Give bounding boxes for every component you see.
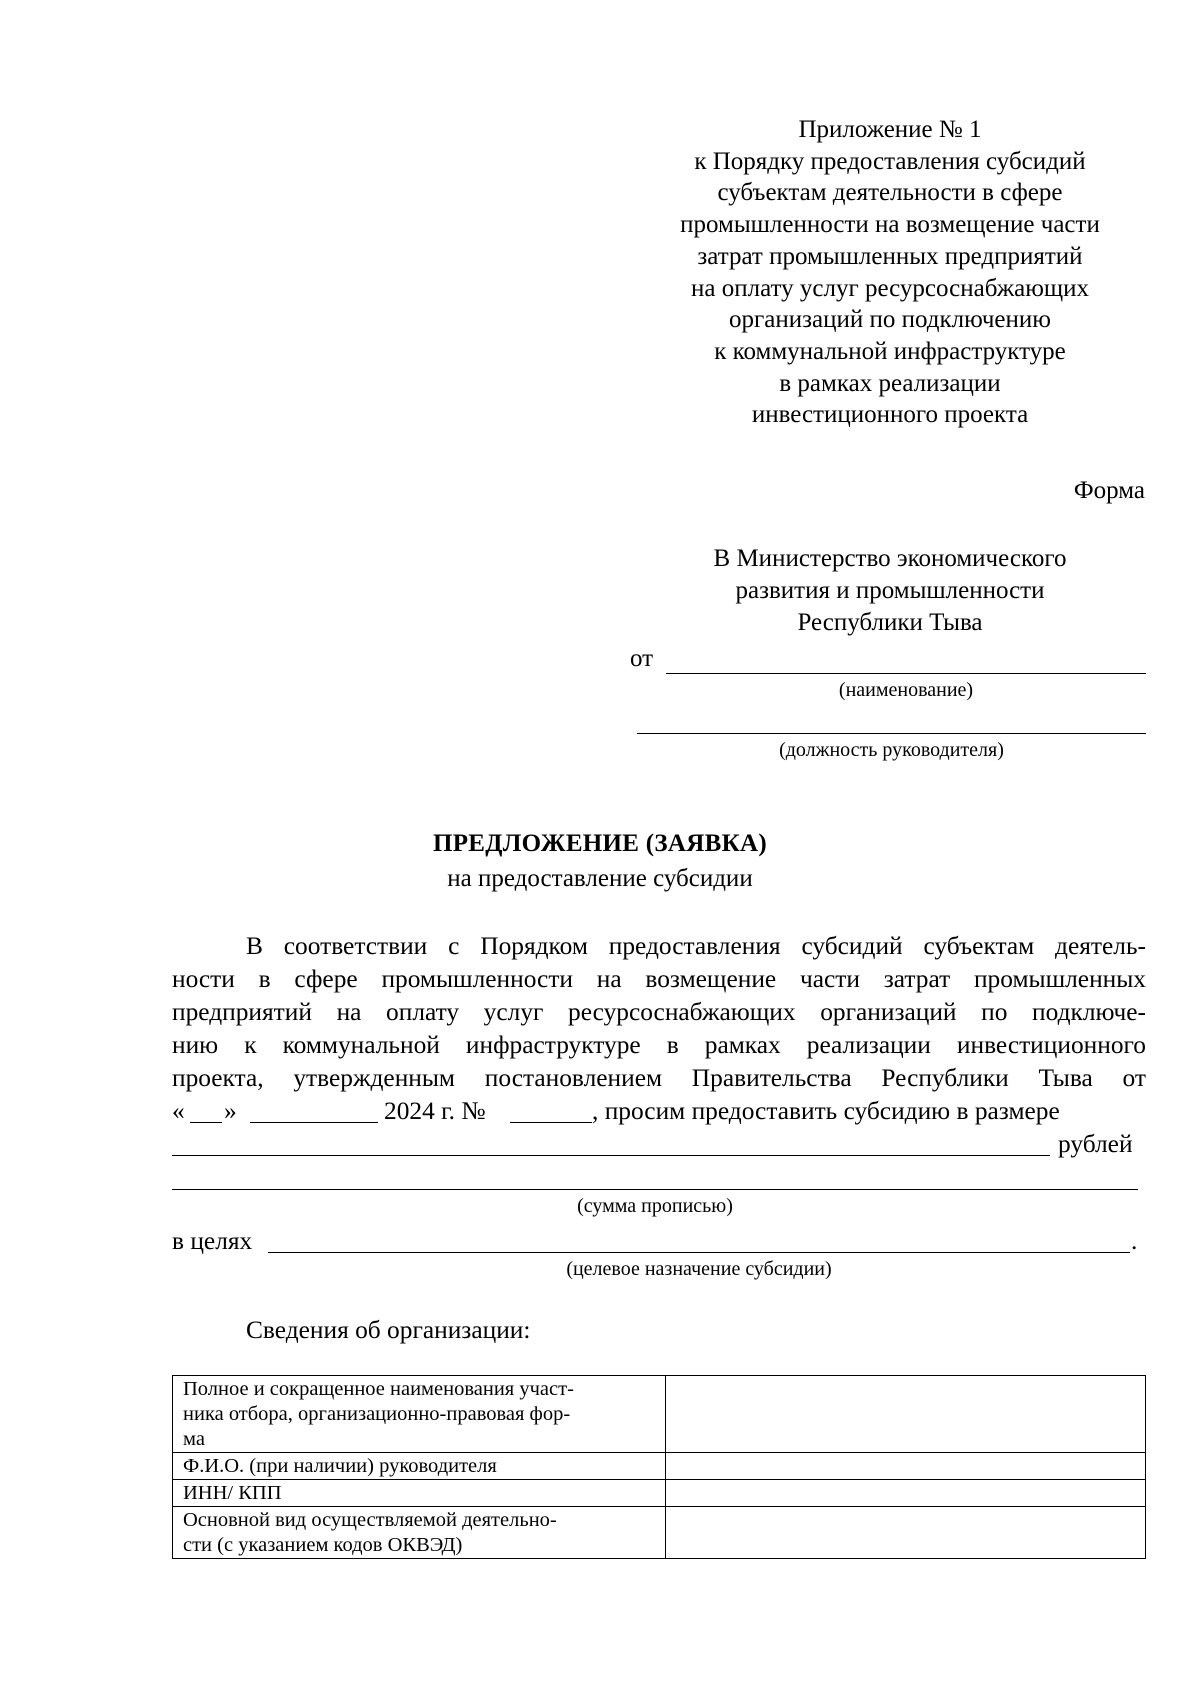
purpose-label: в целях — [172, 1227, 253, 1255]
date-open-quote: « — [172, 1097, 185, 1125]
table-cell-label — [173, 1376, 666, 1453]
document-title: ПРЕДЛОЖЕНИЕ (ЗАЯВКА) — [432, 830, 768, 857]
appendix-line: организаций по подключению — [729, 306, 1051, 334]
cell-text-line: ника отбора, организационно-правовая фор- — [183, 1403, 571, 1425]
applicant-name-caption: (наименование) — [838, 679, 974, 701]
body-text-line: В соответствии с Порядком предоставления субсидий субъектам деятель- — [246, 932, 1146, 960]
cell-text-line: ма — [183, 1428, 205, 1450]
amount-field-line[interactable] — [172, 1155, 1050, 1156]
appendix-line: в рамках реализации — [779, 369, 1001, 397]
table-row — [173, 1376, 1146, 1453]
table-row — [173, 1453, 1146, 1480]
appendix-line: промышленности на возмещение части — [680, 211, 1100, 239]
org-info-table — [172, 1375, 1146, 1559]
activity-value-cell[interactable] — [666, 1507, 1146, 1559]
applicant-name-field-line[interactable] — [666, 673, 1146, 674]
cell-text-line: Полное и сокращенное наименования участ- — [183, 1378, 574, 1400]
head-position-field-line[interactable] — [637, 733, 1146, 734]
appendix-line: к Порядку предоставления субсидий — [694, 147, 1086, 175]
form-label: Форма — [1073, 477, 1145, 504]
appendix-line: к коммунальной инфраструктуре — [714, 337, 1066, 365]
body-text-line: проекта, утвержденным постановлением Правительства Республики Тыва от — [172, 1064, 1146, 1092]
addressee-block — [640, 543, 1140, 639]
org-info-heading: Сведения об организации: — [246, 1316, 531, 1344]
body-text-line: нию к коммунальной инфраструктуре в рамках реализации инвестиционного — [172, 1031, 1146, 1059]
date-close-quote: » — [224, 1097, 237, 1125]
appendix-line: Приложение № 1 — [798, 116, 982, 143]
cell-text-line: Ф.И.О. (при наличии) руководителя — [183, 1455, 497, 1477]
amount-in-words-field-line[interactable] — [172, 1189, 1138, 1190]
table-row — [173, 1507, 1146, 1559]
head-name-value-cell[interactable] — [666, 1453, 1146, 1480]
org-name-value-cell[interactable] — [666, 1376, 1146, 1453]
addressee-line: Республики Тыва — [797, 609, 983, 636]
appendix-line: инвестиционного проекта — [751, 401, 1029, 429]
year-number-label: 2024 г. № — [384, 1097, 486, 1125]
cell-text-line: Основной вид осуществляемой деятельно- — [183, 1509, 557, 1531]
document-subtitle: на предоставление субсидии — [447, 865, 753, 892]
inn-kpp-value-cell[interactable] — [666, 1480, 1146, 1507]
table-cell-label — [173, 1453, 666, 1480]
date-month-field-line[interactable] — [250, 1122, 378, 1123]
purpose-field-line[interactable] — [268, 1252, 1130, 1253]
head-position-caption: (должность руководителя) — [779, 739, 1004, 761]
cell-text-line: сти (с указанием кодов ОКВЭД) — [183, 1534, 463, 1556]
resolution-number-field-line[interactable] — [510, 1122, 592, 1123]
date-day-field-line[interactable] — [190, 1122, 222, 1123]
cell-text-line: ИНН/ КПП — [183, 1482, 282, 1504]
appendix-line: на оплату услуг ресурсоснабжающих — [691, 274, 1089, 302]
table-cell-label — [173, 1480, 666, 1507]
purpose-caption: (целевое назначение субсидии) — [566, 1258, 832, 1280]
currency-label: рублей — [1058, 1130, 1133, 1158]
appendix-header — [640, 114, 1140, 431]
addressee-line: развития и промышленности — [735, 577, 1045, 604]
body-text-line: предприятий на оплату услуг ресурсоснабжающих организаций по подключе- — [172, 998, 1146, 1026]
appendix-line: субъектам деятельности в сфере — [717, 179, 1063, 207]
from-label: от — [630, 645, 654, 672]
body-text-line: ности в сфере промышленности на возмещение части затрат промышленных — [172, 965, 1146, 993]
addressee-line: В Министерство экономического — [713, 545, 1067, 572]
request-text: , просим предоставить субсидию в размере — [592, 1097, 1060, 1125]
table-cell-label — [173, 1507, 666, 1559]
purpose-end-dot: . — [1131, 1227, 1138, 1255]
amount-in-words-caption: (сумма прописью) — [577, 1195, 733, 1217]
table-row — [173, 1480, 1146, 1507]
appendix-line: затрат промышленных предприятий — [697, 242, 1083, 270]
